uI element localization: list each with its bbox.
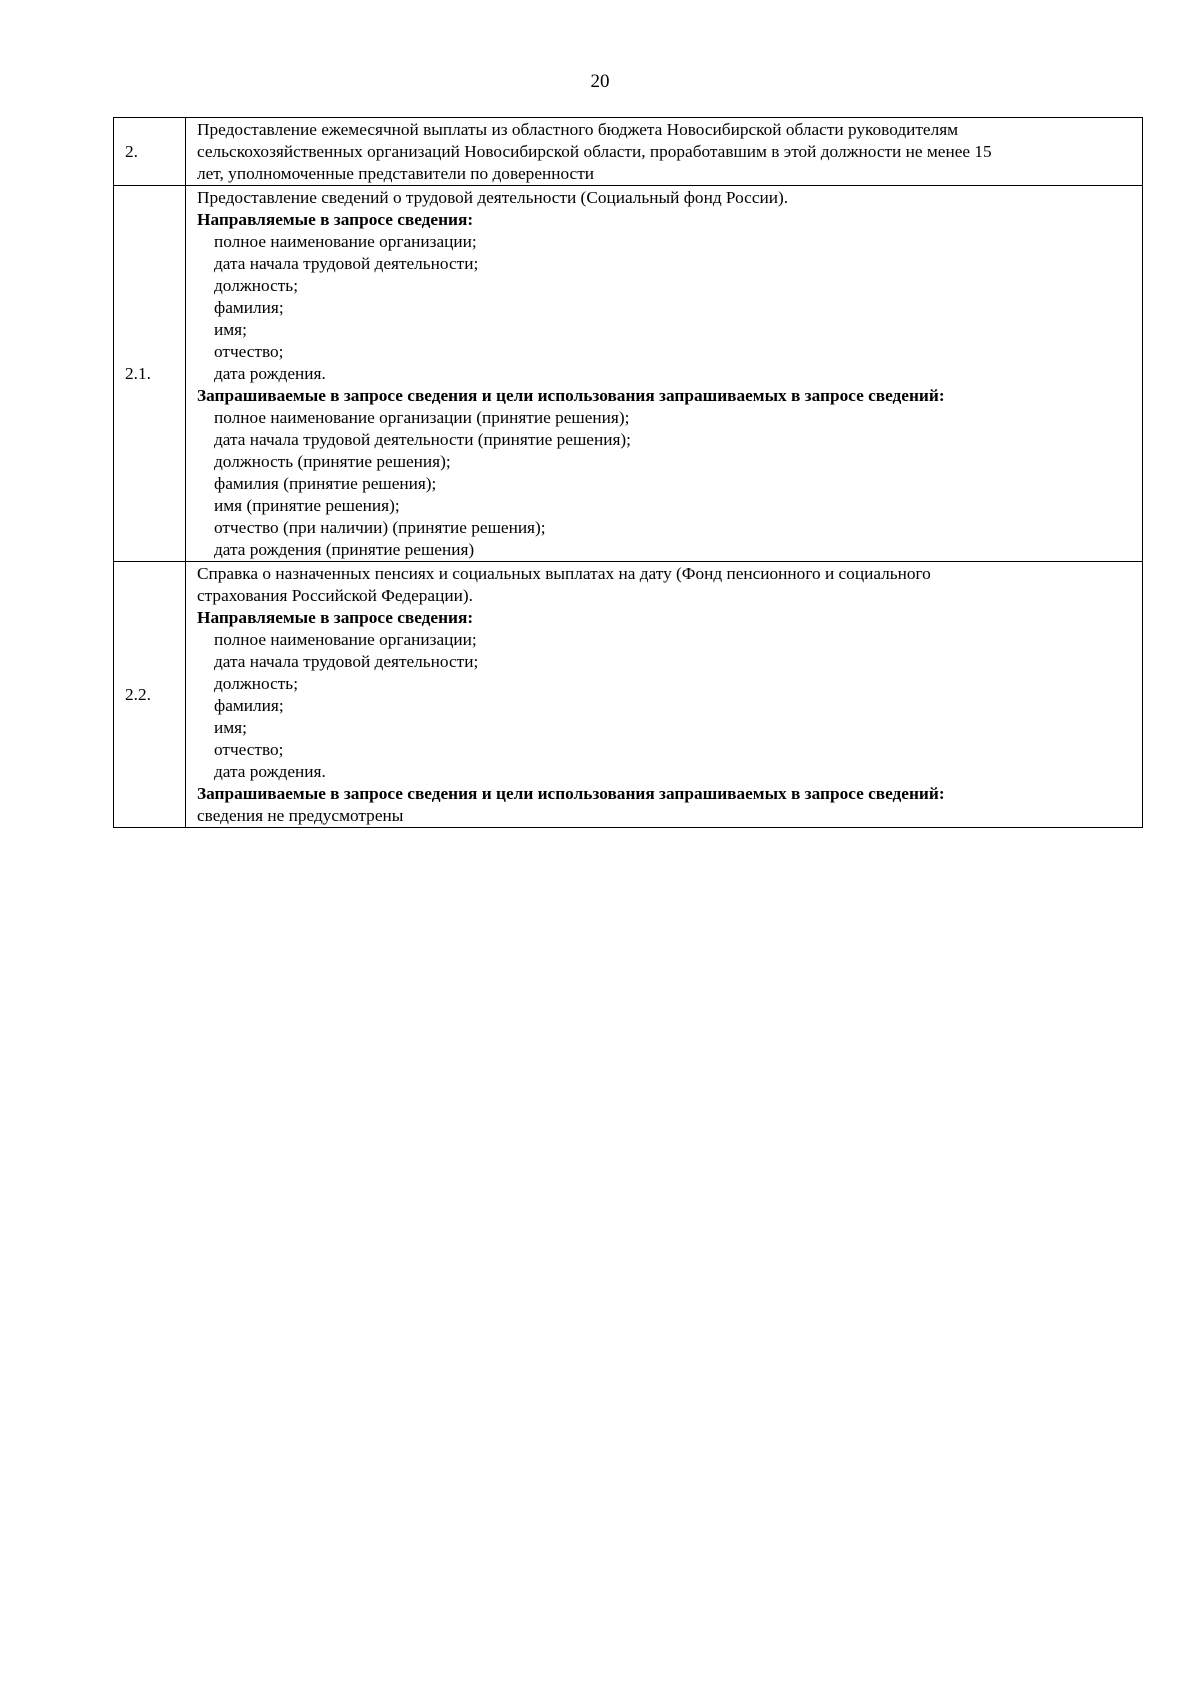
list-item: дата начала трудовой деятельности;	[214, 254, 479, 273]
list-item: отчество (при наличии) (принятие решения);	[214, 518, 546, 537]
list-item: полное наименование организации (принятие решения);	[214, 408, 630, 427]
table-row	[114, 118, 1143, 186]
service-title-line: сельскохозяйственных организаций Новосибирской области, проработавшим в этой должности не менее 15	[197, 142, 992, 161]
list-item: фамилия;	[214, 696, 284, 715]
list-item: должность;	[214, 674, 298, 693]
list-item: имя;	[214, 718, 247, 737]
row-content	[186, 562, 1143, 828]
list-item: дата начала трудовой деятельности (принятие решения);	[214, 430, 631, 449]
request-title-line: Предоставление сведений о трудовой деятельности (Социальный фонд России).	[197, 188, 789, 207]
list-item: отчество;	[214, 342, 284, 361]
list-item: полное наименование организации;	[214, 232, 477, 251]
sent-info-heading: Направляемые в запросе сведения:	[197, 210, 474, 229]
page-number: 20	[590, 71, 610, 92]
service-title-line: лет, уполномоченные представители по доверенности	[197, 164, 595, 183]
list-item: дата рождения (принятие решения)	[214, 540, 475, 559]
row-number: 2.2.	[114, 562, 186, 828]
list-item: должность;	[214, 276, 298, 295]
list-item: дата рождения.	[214, 364, 326, 383]
table-row	[114, 562, 1143, 828]
list-item: должность (принятие решения);	[214, 452, 451, 471]
services-table	[113, 117, 1143, 828]
list-item: фамилия (принятие решения);	[214, 474, 437, 493]
sent-info-heading: Направляемые в запросе сведения:	[197, 608, 474, 627]
requested-info-none: сведения не предусмотрены	[197, 806, 404, 825]
request-title-line: страхования Российской Федерации).	[197, 586, 473, 605]
requested-info-heading: Запрашиваемые в запросе сведения и цели использования запрашиваемых в запросе сведений:	[197, 784, 945, 803]
row-content	[186, 186, 1143, 562]
list-item: фамилия;	[214, 298, 284, 317]
list-item: полное наименование организации;	[214, 630, 477, 649]
list-item: отчество;	[214, 740, 284, 759]
list-item: имя (принятие решения);	[214, 496, 400, 515]
row-content	[186, 118, 1143, 186]
list-item: дата начала трудовой деятельности;	[214, 652, 479, 671]
request-title-line: Справка о назначенных пенсиях и социальных выплатах на дату (Фонд пенсионного и социального	[197, 564, 931, 583]
row-number: 2.	[114, 118, 186, 186]
table-row	[114, 186, 1143, 562]
row-number: 2.1.	[114, 186, 186, 562]
service-title-line: Предоставление ежемесячной выплаты из областного бюджета Новосибирской области руководителям	[197, 120, 959, 139]
list-item: дата рождения.	[214, 762, 326, 781]
requested-info-heading: Запрашиваемые в запросе сведения и цели использования запрашиваемых в запросе сведений:	[197, 386, 945, 405]
list-item: имя;	[214, 320, 247, 339]
